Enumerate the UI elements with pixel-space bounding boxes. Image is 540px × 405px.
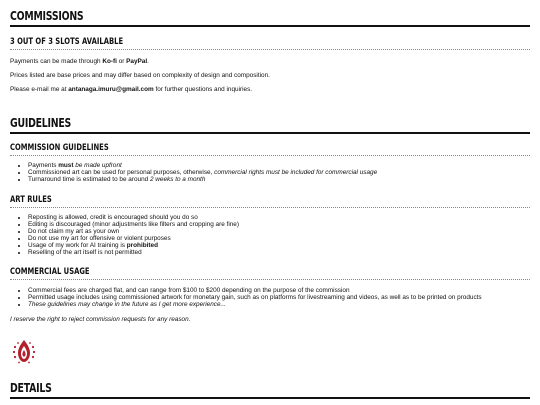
list-item: • Payments must be made upfront: [28, 162, 377, 169]
list-item: • Turnaround time is estimated to be around 2 weeks to a month: [28, 176, 377, 183]
guidelines-heading: GUIDELINES: [10, 116, 72, 130]
list-item: • Reselling of the art itself is not permitted: [28, 249, 239, 256]
list-item: • Commercial fees are charged flat, and can range from $100 to $200 depending on the purpose of the commission: [28, 287, 482, 294]
list-item: • Reposting is allowed, credit is encouraged should you do so: [28, 214, 239, 221]
email-text: [10, 86, 252, 94]
slots-divider: [10, 49, 530, 50]
list-item: • Editing is discouraged (minor adjustments like filters and cropping are fine): [28, 221, 239, 228]
commercial-usage-heading: COMMERCIAL USAGE: [10, 267, 90, 277]
list-item: • Usage of my work for AI training is prohibited: [28, 242, 239, 249]
paypal-link[interactable]: PayPal: [126, 58, 148, 65]
commercial-usage-divider: [10, 279, 530, 280]
slots-heading: 3 OUT OF 3 SLOTS AVAILABLE: [10, 37, 124, 47]
commissions-divider: [10, 25, 530, 27]
prices-text: Prices listed are base prices and may differ based on complexity of design and composition.: [10, 72, 270, 79]
commission-guidelines-list: [20, 162, 377, 183]
reserve-note: I reserve the right to reject commission requests for any reason.: [10, 316, 191, 323]
list-item: • Do not use my art for offensive or violent purposes: [28, 235, 239, 242]
list-item: • Commissioned art can be used for personal purposes, otherwise, commercial rights must be included for commercial usage: [28, 169, 377, 176]
payment-period: .: [147, 58, 149, 65]
list-item: • Permitted usage includes using commissioned artwork for monetary gain, such as on platforms for livestreaming and videos, as well as to be printed on products: [28, 294, 482, 301]
details-divider: [10, 397, 530, 399]
details-heading: DETAILS: [10, 381, 52, 395]
kofi-link[interactable]: Ko-fi: [102, 58, 117, 65]
list-item: • Do not claim my art as your own: [28, 228, 239, 235]
list-item: • These guidelines may change in the future as I get more experience...: [28, 301, 482, 308]
payment-methods-text: [10, 58, 149, 66]
art-rules-divider: [10, 207, 530, 208]
email-prefix: Please e-mail me at: [10, 86, 69, 93]
flame-emblem-icon: [12, 337, 36, 365]
email-suffix: for further questions and inquiries.: [153, 86, 253, 93]
payment-prefix: Payments can be made through: [10, 58, 103, 65]
commission-guidelines-heading: COMMISSION GUIDELINES: [10, 143, 109, 153]
commercial-usage-list: [20, 287, 482, 308]
payment-or: or: [116, 58, 127, 65]
art-rules-heading: ART RULES: [10, 195, 52, 205]
art-rules-list: [20, 214, 239, 256]
commission-guidelines-divider: [10, 155, 530, 156]
email-link[interactable]: antanaga.imuru@gmail.com: [68, 86, 154, 93]
guidelines-divider: [10, 132, 530, 134]
commissions-heading: COMMISSIONS: [10, 9, 84, 23]
